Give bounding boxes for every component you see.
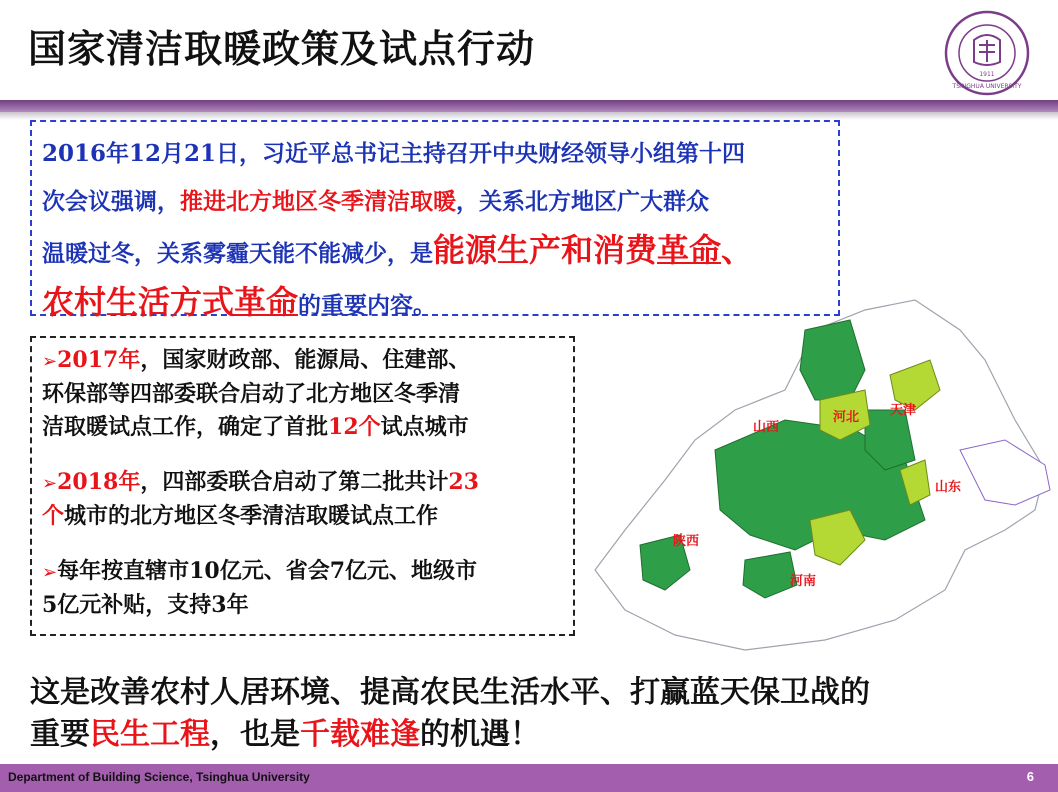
title-rule (0, 100, 1058, 112)
policy-line-3: 温暖过冬，关系雾霾天能不能减少，是能源生产和消费革命、 (42, 231, 754, 269)
logo-year: 1911 (979, 71, 995, 78)
title-rule-shadow (0, 112, 1058, 120)
policy-line-2: 次会议强调，推进北方地区冬季清洁取暖，关系北方地区广大群众 (42, 189, 709, 215)
conclusion-text: 这是改善农村人居环境、提高农民生活水平、打赢蓝天保卫战的 重要民生工程，也是千载难逢的机遇！ (30, 675, 870, 752)
pilot-city-map (565, 290, 1055, 660)
pilot-item-subsidy: ➢每年按直辖市10亿元、省会7亿元、地级市 5亿元补贴，支持3年 (42, 558, 478, 618)
policy-box (30, 120, 840, 321)
footer-bar (0, 764, 1058, 792)
tsinghua-logo (944, 10, 1030, 96)
svg-text:TSINGHUA UNIVERSITY: TSINGHUA UNIVERSITY (952, 83, 1022, 90)
policy-line-1: 2016年12月21日，习近平总书记主持召开中央财经领导小组第十四 (42, 140, 746, 167)
map-label-tianjin: 天津 (890, 403, 917, 418)
policy-line-4: 农村生活方式革命的重要内容。 (42, 283, 437, 321)
page-number: 6 (1026, 769, 1034, 784)
slide-title: 国家清洁取暖政策及试点行动 (28, 27, 536, 71)
pilot-box (30, 336, 575, 636)
map-label-shaanxi: 陕西 (673, 534, 700, 549)
map-label-shanxi: 山西 (753, 420, 780, 435)
footer-department: Department of Building Science, Tsinghua University (8, 770, 310, 784)
map-label-hebei: 河北 (833, 410, 860, 425)
pilot-item-2017: ➢2017年，国家财政部、能源局、住建部、 环保部等四部委联合启动了北方地区冬季清 洁取暖试点工作，确定了首批12个试点城市 (42, 347, 471, 440)
pilot-item-2018: ➢2018年，四部委联合启动了第二批共计23 个城市的北方地区冬季清洁取暖试点工作 (42, 469, 479, 529)
map-label-henan: 河南 (790, 574, 817, 589)
map-label-shandong: 山东 (935, 480, 962, 495)
